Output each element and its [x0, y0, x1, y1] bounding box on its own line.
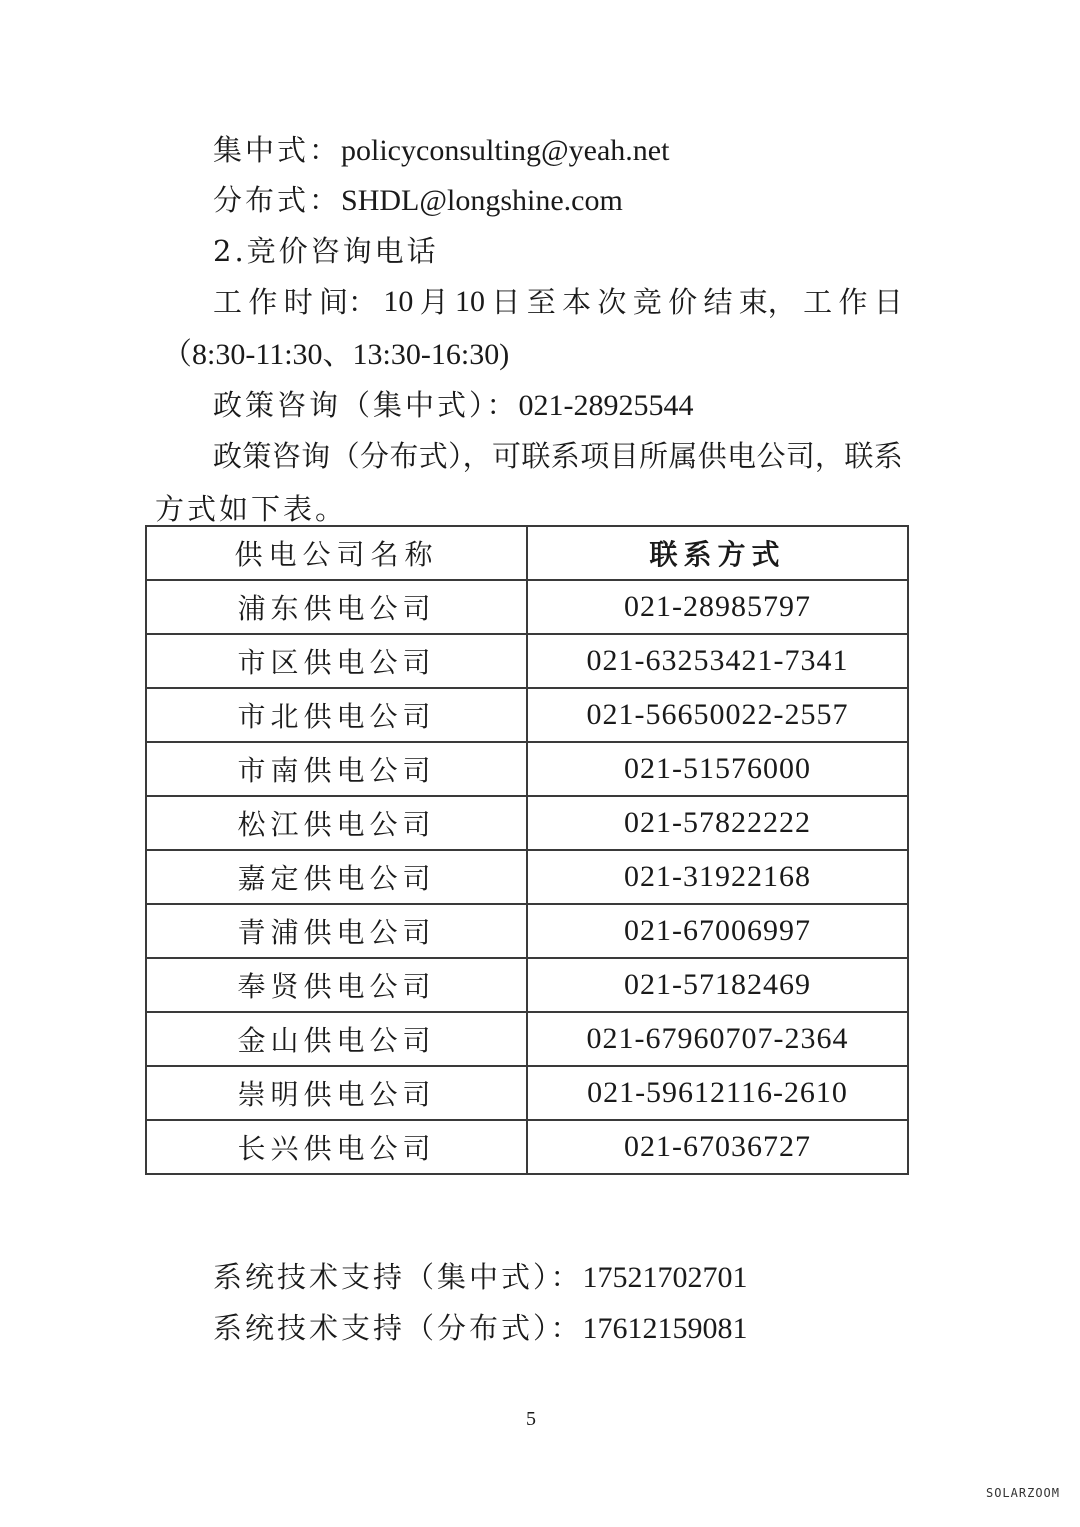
work-time-part: 次	[597, 285, 627, 319]
policy-distributed-part: ），	[448, 439, 492, 473]
work-time-part: 日	[873, 285, 903, 319]
policy-distributed-part: 所	[638, 439, 668, 473]
company-name-cell: 市南供电公司	[146, 742, 527, 796]
company-name-cell: 市北供电公司	[146, 688, 527, 742]
work-time-line	[213, 282, 903, 322]
policy-distributed-line	[213, 436, 903, 476]
company-name-cell: 长兴供电公司	[146, 1120, 527, 1174]
contact-phone-cell: 021-51576000	[527, 742, 908, 796]
policy-distributed-part: 目	[609, 439, 639, 473]
page-number: 5	[526, 1408, 536, 1430]
phone-section-title: 2.竞价咨询电话	[213, 234, 439, 268]
policy-distributed-part: 可	[492, 439, 522, 473]
policy-distributed-part: 供	[697, 439, 727, 473]
policy-central-phone: 021-28925544	[518, 389, 694, 422]
centralized-email-line	[213, 130, 669, 171]
support-central-phone: 17521702701	[582, 1261, 748, 1294]
centralized-email-value: policyconsulting@yeah.net	[341, 134, 670, 167]
table-row	[146, 904, 908, 958]
policy-distributed-part: 系	[550, 439, 580, 473]
distributed-email-label: 分布式：	[213, 183, 342, 217]
table-row	[146, 796, 908, 850]
policy-distributed-part: 政	[213, 439, 243, 473]
contact-phone-cell: 021-67036727	[527, 1120, 908, 1174]
support-distributed-phone: 17612159081	[582, 1312, 748, 1345]
company-name-cell: 浦东供电公司	[146, 580, 527, 634]
work-time-part: 至	[526, 285, 556, 319]
company-name-cell: 市区供电公司	[146, 634, 527, 688]
work-time-part: 价	[668, 285, 698, 319]
policy-central-label: 政策咨询（集中式）：	[213, 388, 519, 422]
contact-phone-cell: 021-57182469	[527, 958, 908, 1012]
contact-phone-cell: 021-63253421-7341	[527, 634, 908, 688]
policy-distributed-part: 式	[418, 439, 448, 473]
policy-distributed-part: 布	[389, 439, 419, 473]
table-row	[146, 1012, 908, 1066]
table-header-contact: 联系方式	[527, 526, 908, 580]
work-time-part: 工	[803, 285, 833, 319]
distributed-email-line	[213, 180, 623, 221]
policy-distributed-continuation: 方式如下表。	[155, 492, 348, 526]
policy-distributed-part: 咨	[271, 439, 301, 473]
contact-phone-cell: 021-28985797	[527, 580, 908, 634]
table-row	[146, 580, 908, 634]
watermark-text: SOLARZOOM	[985, 1486, 1060, 1500]
support-central-line	[213, 1257, 748, 1298]
table-row	[146, 688, 908, 742]
policy-distributed-part: 系	[873, 439, 903, 473]
contact-phone-cell: 021-56650022-2557	[527, 688, 908, 742]
table-row	[146, 634, 908, 688]
contact-phone-cell: 021-67960707-2364	[527, 1012, 908, 1066]
work-time-part: 束，	[738, 285, 797, 319]
contact-phone-cell: 021-31922168	[527, 850, 908, 904]
work-time-part: 作	[248, 285, 278, 319]
company-name-cell: 松江供电公司	[146, 796, 527, 850]
work-time-part: 10	[455, 285, 486, 318]
power-company-contact-table	[145, 525, 909, 1175]
table-header-company: 供电公司名称	[146, 526, 527, 580]
work-time-part: 月	[419, 285, 449, 319]
work-time-part: 10	[383, 285, 414, 318]
distributed-email-value: SHDL@longshine.com	[341, 184, 623, 217]
work-time-part: 工	[213, 285, 243, 319]
table-row	[146, 850, 908, 904]
work-time-part: 间：	[319, 285, 378, 319]
policy-distributed-part: 公	[756, 439, 786, 473]
policy-distributed-part: 询	[301, 439, 331, 473]
work-time-hours	[162, 334, 509, 375]
support-distributed-label: 系统技术支持（分布式）：	[213, 1311, 583, 1345]
company-name-cell: 奉贤供电公司	[146, 958, 527, 1012]
policy-distributed-part: 分	[359, 439, 389, 473]
contact-phone-cell: 021-57822222	[527, 796, 908, 850]
contact-phone-cell: 021-67006997	[527, 904, 908, 958]
work-time-part: 时	[283, 285, 313, 319]
policy-distributed-part: 司，	[785, 439, 844, 473]
centralized-email-label: 集中式：	[213, 133, 342, 167]
work-time-part: 本	[562, 285, 592, 319]
policy-distributed-part: 联	[521, 439, 551, 473]
company-name-cell: 金山供电公司	[146, 1012, 527, 1066]
policy-distributed-part: 项	[580, 439, 610, 473]
policy-distributed-part: 联	[844, 439, 874, 473]
company-name-cell: 崇明供电公司	[146, 1066, 527, 1120]
company-name-cell: 青浦供电公司	[146, 904, 527, 958]
table-row	[146, 958, 908, 1012]
work-time-part: 结	[703, 285, 733, 319]
support-central-label: 系统技术支持（集中式）：	[213, 1260, 583, 1294]
work-time-hours-text: （8:30-11:30、13:30-16:30)	[162, 338, 510, 371]
policy-central-line	[213, 385, 694, 426]
policy-distributed-part: （	[330, 439, 360, 473]
support-distributed-line	[213, 1308, 748, 1349]
work-time-part: 竞	[632, 285, 662, 319]
contact-phone-cell: 021-59612116-2610	[527, 1066, 908, 1120]
table-row	[146, 742, 908, 796]
table-row	[146, 1120, 908, 1174]
policy-distributed-part: 策	[242, 439, 272, 473]
work-time-part: 作	[838, 285, 868, 319]
policy-distributed-part: 属	[668, 439, 698, 473]
policy-distributed-part: 电	[727, 439, 757, 473]
company-name-cell: 嘉定供电公司	[146, 850, 527, 904]
work-time-part: 日	[491, 285, 521, 319]
table-header-row	[146, 526, 908, 580]
table-row	[146, 1066, 908, 1120]
